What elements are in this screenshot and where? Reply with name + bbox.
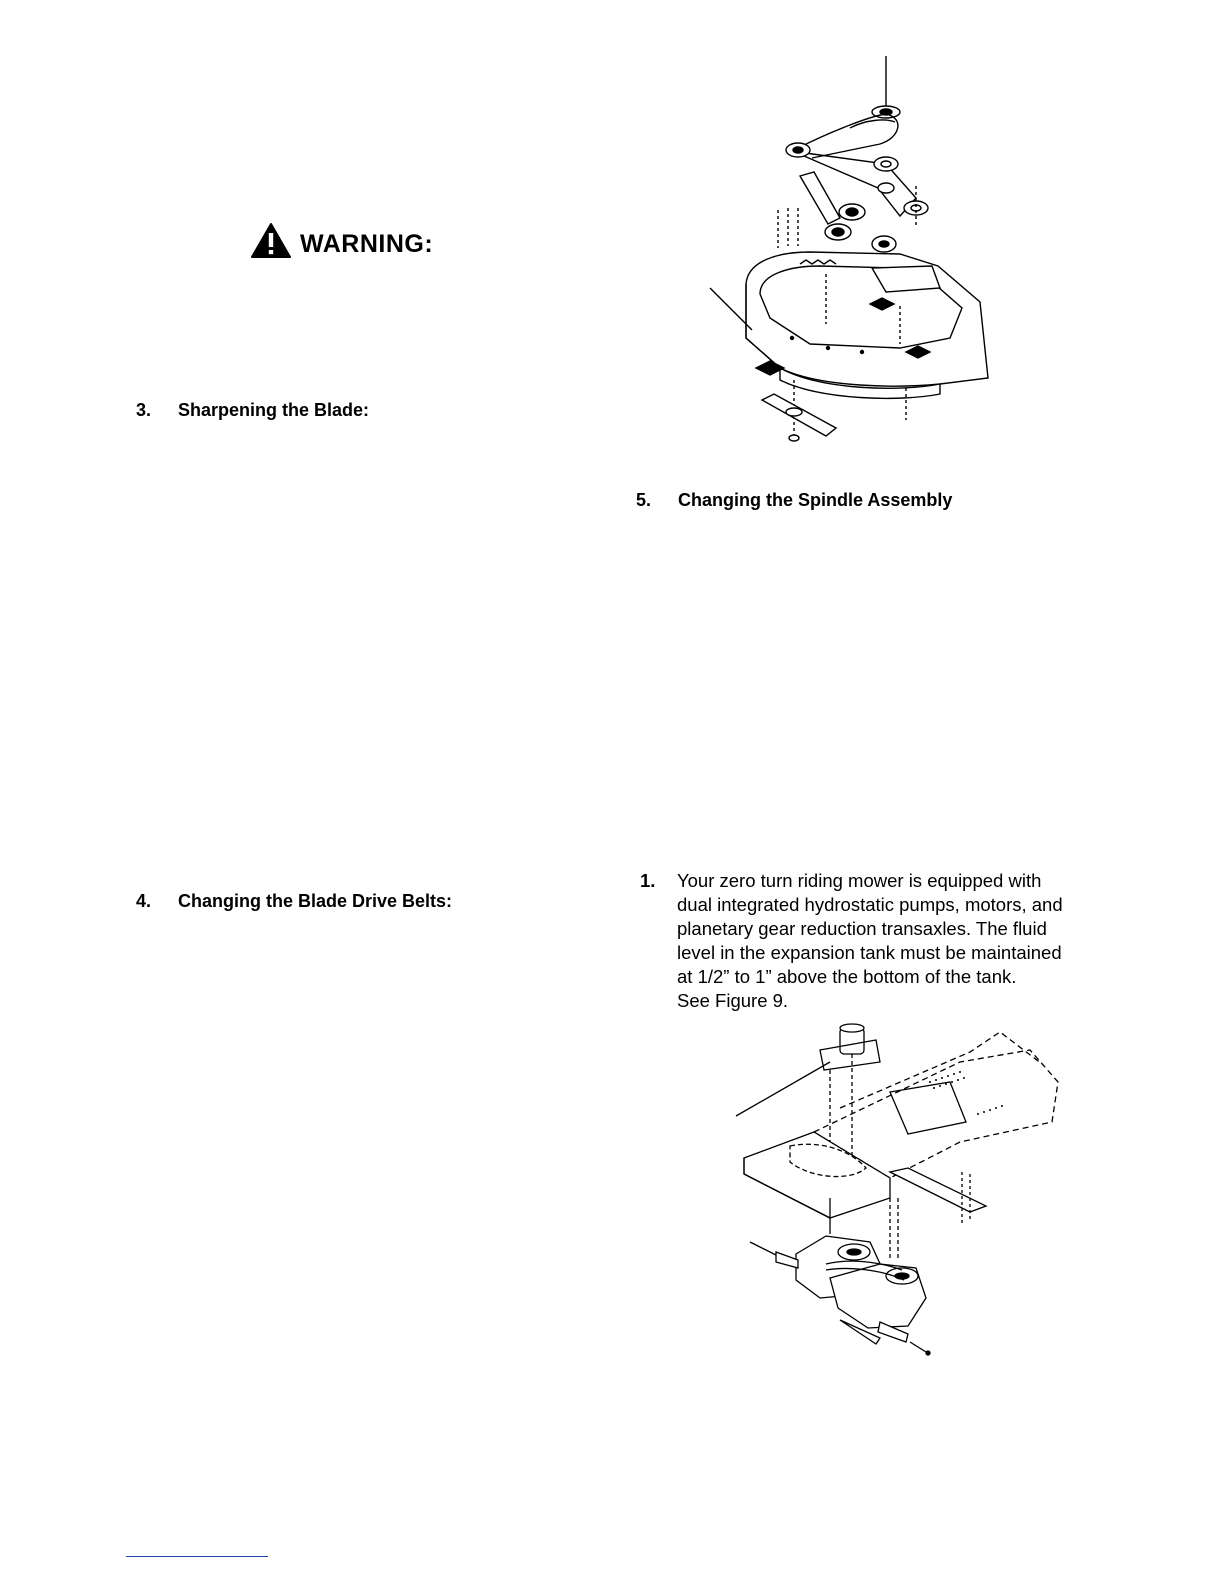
warning-triangle-icon	[250, 222, 292, 266]
section-number: 3.	[136, 400, 152, 420]
transaxle-frame-exploded-diagram	[730, 1022, 1070, 1357]
section-number: 4.	[136, 891, 152, 911]
mower-deck-exploded-diagram	[700, 48, 1000, 448]
step-line: at 1/2” to 1” above the bottom of the tank.	[677, 966, 1017, 987]
section-number: 5.	[636, 490, 652, 510]
section-title: Changing the Spindle Assembly	[678, 490, 953, 510]
step-line: level in the expansion tank must be maintained	[677, 942, 1062, 963]
step-line: dual integrated hydrostatic pumps, motors, and	[677, 894, 1063, 915]
section-heading-blade-drive-belts	[136, 891, 452, 912]
step-text	[677, 869, 1080, 1013]
warning-text: WARNING:	[300, 229, 434, 258]
step-line: See Figure 9.	[677, 990, 789, 1011]
section-title: Sharpening the Blade:	[178, 400, 370, 420]
step-line: planetary gear reduction transaxles. The fluid	[677, 918, 1047, 939]
footer-rule	[126, 1556, 268, 1557]
step-line: Your zero turn riding mower is equipped with	[677, 870, 1042, 891]
section-heading-spindle-assembly	[636, 490, 952, 511]
warning-label	[250, 222, 433, 266]
step-number: 1.	[640, 870, 656, 891]
step-hydrostatic-fluid	[640, 869, 1080, 1013]
section-heading-sharpening	[136, 400, 369, 421]
section-title: Changing the Blade Drive Belts:	[178, 891, 453, 911]
